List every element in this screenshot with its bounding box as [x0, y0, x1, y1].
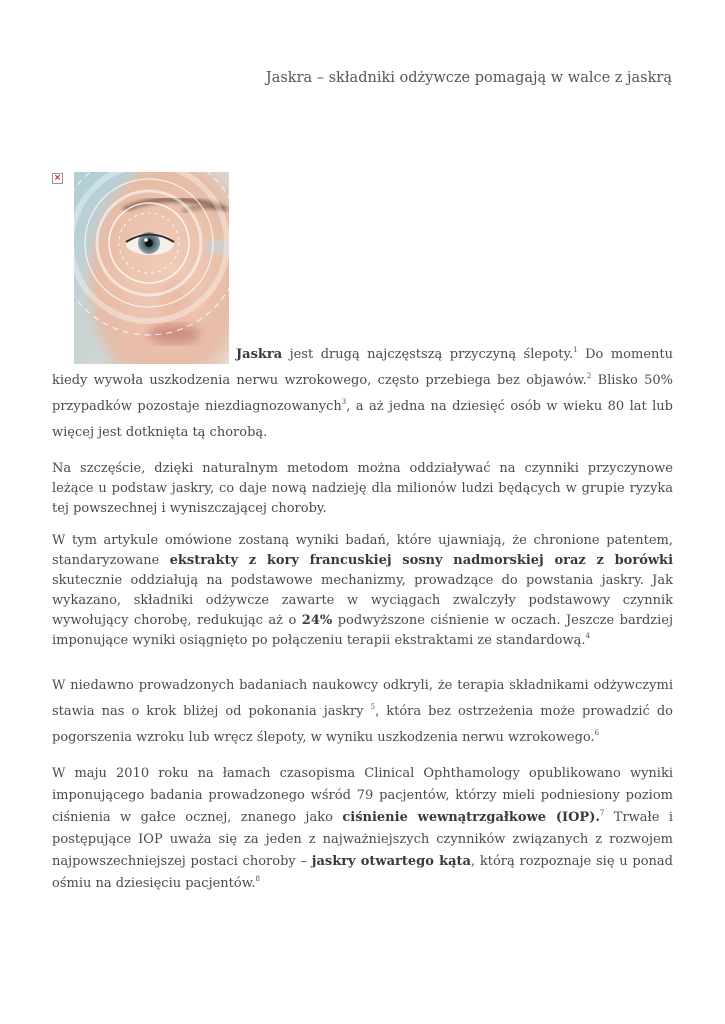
- paragraph-1: [52, 342, 673, 446]
- text: W niedawno prowadzonych badaniach naukowcy odkryli, że terapia składnikami odżywczymi stawia nas o krok bliżej od pokonania jaskry: [52, 678, 673, 719]
- footnote-ref: 7: [599, 809, 605, 817]
- text: W maju 2010 roku na łamach czasopisma Clinical Ophthamology opublikowano wyniki imponującego badania prowadzonego wśród 79 pacjentów, którzy mieli podniesiony poziom ciśnienia w gałce ocznej, znanego jako: [52, 766, 673, 825]
- text: Blisko 50% przypadków pozostaje niezdiagnozowanych: [52, 373, 674, 414]
- text: Do momentu kiedy wywoła uszkodzenia nerwu wzrokowego, często przebiega bez objawów.: [52, 347, 673, 388]
- footnote-ref: 5: [370, 703, 376, 711]
- footnote-ref: 8: [255, 875, 260, 883]
- paragraph-3: [52, 531, 673, 651]
- footnote-ref: 1: [573, 346, 578, 354]
- bold-term: jaskry otwartego kąta: [311, 854, 471, 869]
- bold-term: ekstrakty z kory francuskiej sosny nadmorskiej oraz z borówki: [169, 553, 674, 568]
- article-body: [52, 342, 673, 895]
- footnote-ref: 3: [341, 398, 347, 406]
- footnote-ref: 6: [594, 729, 600, 737]
- text: , która bez ostrzeżenia może prowadzić do pogorszenia wzroku lub wręcz ślepoty, w wyniku uszkodzenia nerwu wzrokowego.: [52, 704, 673, 745]
- text: jest drugą najczęstszą przyczyną ślepoty.: [282, 347, 574, 362]
- footnote-ref: 2: [586, 372, 592, 380]
- paragraph-4: [52, 673, 673, 751]
- text: , którą rozpoznaje się u ponad ośmiu na dziesięciu pacjentów.: [52, 854, 673, 891]
- article-image: [74, 172, 229, 364]
- text: , a aż jedna na dziesięć osób w wieku 80 lat lub więcej jest dotknięta tą chorobą.: [52, 399, 673, 440]
- text: W tym artykule omówione zostaną wyniki badań, które ujawniają, że chronione patentem, standaryzowane: [52, 533, 673, 568]
- paragraph-5: [52, 763, 673, 895]
- text: podwyższone ciśnienie w oczach. Jeszcze bardziej imponujące wyniki osiągnięto po połączeniu terapii ekstraktami ze standardową.: [52, 613, 674, 648]
- footnote-ref: 4: [585, 632, 590, 640]
- bold-term: 24%: [301, 613, 333, 628]
- bold-term: Jaskra: [236, 347, 283, 362]
- text: Trwałe i postępujące IOP uważa się za jeden z najważniejszych czynników związanych z rozwojem najpowszechniejszej postaci choroby –: [52, 810, 674, 869]
- page-title: Jaskra – składniki odżywcze pomagają w walce z jaskrą: [265, 70, 672, 86]
- paragraph-2: Na szczęście, dzięki naturalnym metodom można oddziaływać na czynniki przyczynowe leżące u podstaw jaskry, co daje nową nadzieję dla milionów ludzi będących w grupie ryzyka tej powszechnej i wyniszczającej choroby.: [52, 461, 673, 516]
- eye-face-photo-icon: [74, 172, 229, 364]
- text: skutecznie oddziałują na podstawowe mechanizmy, prowadzące do powstania jaskry. Jak wykazano, składniki odżywcze zawarte w wyciągach zwalczyły podstawowy czynnik wywołujący chorobę, redukując aż o: [52, 573, 673, 628]
- broken-image-icon: ×: [53, 173, 62, 183]
- bold-term: ciśnienie wewnątrzgałkowe (IOP).: [342, 810, 600, 825]
